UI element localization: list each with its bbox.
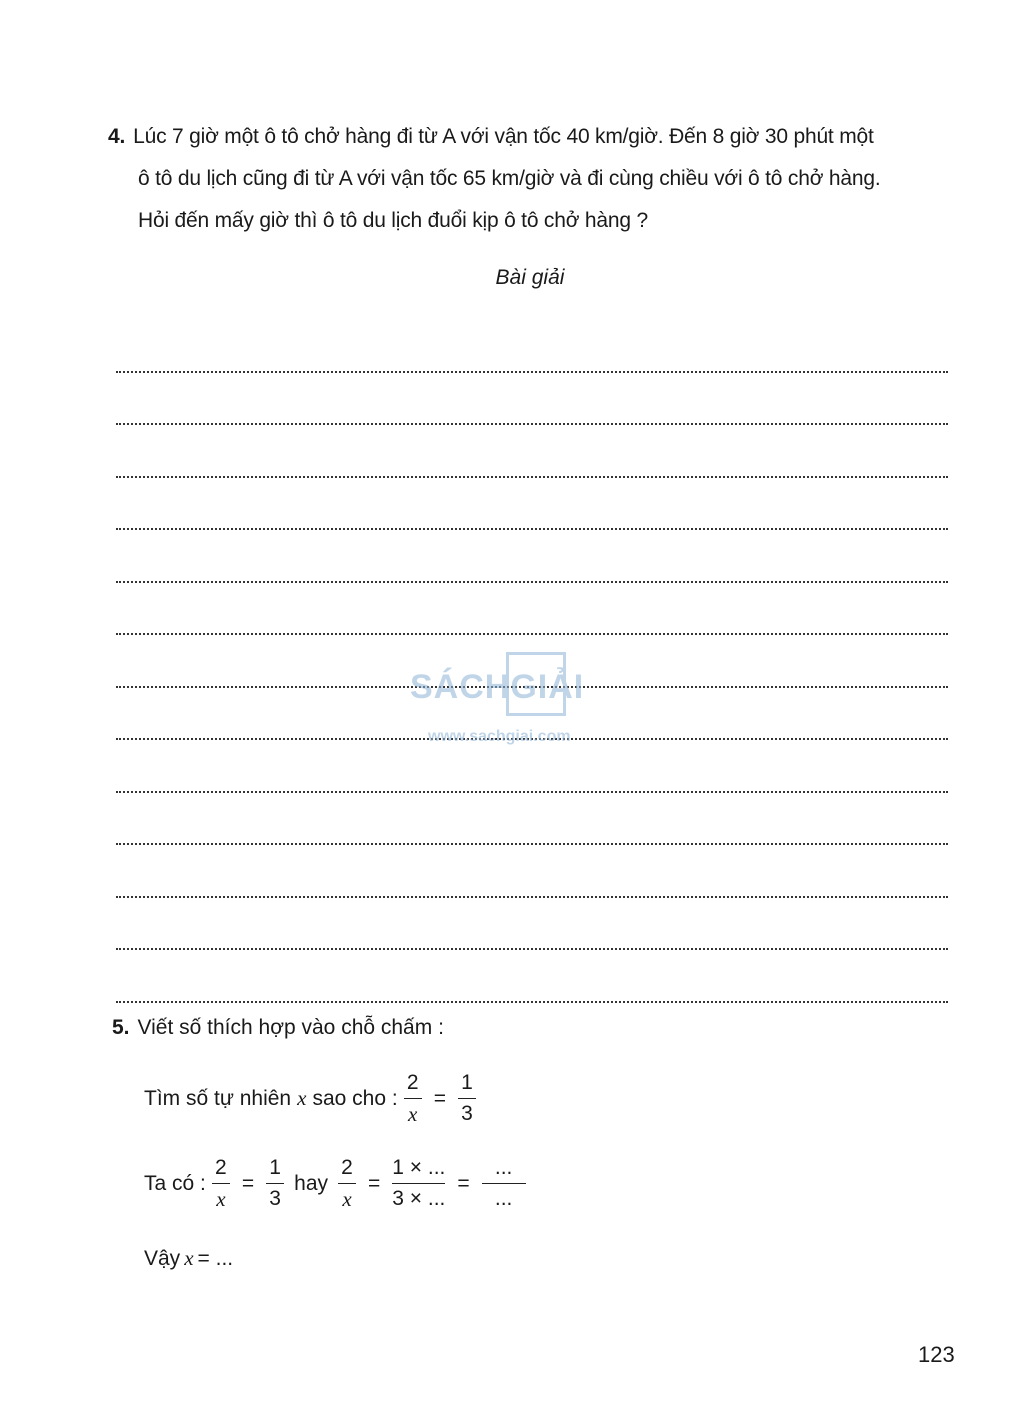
watermark-logo bbox=[410, 652, 620, 752]
var-x: x bbox=[297, 1086, 307, 1110]
answer-dotted-line[interactable] bbox=[116, 793, 948, 846]
conclusion-row bbox=[144, 1246, 233, 1271]
answer-dotted-line[interactable] bbox=[116, 478, 948, 531]
numerator: 1 bbox=[461, 1071, 473, 1094]
have-row bbox=[144, 1155, 532, 1212]
denominator: x bbox=[342, 1187, 352, 1211]
equals-sign: = bbox=[368, 1171, 381, 1195]
denominator: x bbox=[216, 1187, 226, 1211]
answer-dotted-line[interactable] bbox=[116, 950, 948, 1003]
find-x-row bbox=[144, 1070, 482, 1127]
numerator: 2 bbox=[215, 1156, 227, 1179]
numerator-blank: ... bbox=[494, 1156, 513, 1179]
problem-4-line-1: Lúc 7 giờ một ô tô chở hàng đi từ A với vận tốc 40 km/giờ. Đến 8 giờ 30 phút một bbox=[133, 125, 874, 148]
watermark-brand: SÁCHGIẢI bbox=[410, 668, 585, 706]
answer-dotted-line[interactable] bbox=[116, 845, 948, 898]
so-equation: = ... bbox=[197, 1246, 234, 1270]
equals-sign: = bbox=[457, 1171, 470, 1195]
problem-5-title bbox=[112, 1016, 444, 1040]
fraction-bar bbox=[338, 1183, 356, 1184]
denominator-blank: 3 × ... bbox=[392, 1187, 446, 1210]
fraction-bar bbox=[392, 1183, 445, 1184]
numerator: 1 bbox=[269, 1156, 281, 1179]
answer-dotted-line[interactable] bbox=[116, 530, 948, 583]
fraction-bar bbox=[212, 1183, 230, 1184]
denominator: 3 bbox=[461, 1102, 473, 1125]
fraction-2-over-x bbox=[338, 1155, 356, 1212]
page-number: 123 bbox=[918, 1342, 955, 1367]
fraction-2-over-x bbox=[404, 1070, 422, 1127]
so-prefix: Vậy bbox=[144, 1246, 181, 1270]
or-word: hay bbox=[294, 1171, 328, 1195]
equals-sign: = bbox=[241, 1171, 255, 1195]
fraction-1x-over-3x bbox=[392, 1155, 445, 1212]
equals-sign: = bbox=[433, 1086, 446, 1110]
problem-4-line-3: Hỏi đến mấy giờ thì ô tô du lịch đuổi kịp ô tô chở hàng ? bbox=[138, 209, 648, 232]
answer-dotted-line[interactable] bbox=[116, 373, 948, 426]
var-x: x bbox=[184, 1246, 194, 1270]
find-suffix: sao cho : bbox=[312, 1086, 398, 1110]
fraction-bar bbox=[404, 1098, 422, 1099]
fraction-2-over-x bbox=[212, 1155, 230, 1212]
problem-5-instruction: Viết số thích hợp vào chỗ chấm : bbox=[137, 1016, 444, 1039]
numerator: 2 bbox=[341, 1156, 353, 1179]
denominator: 3 bbox=[269, 1187, 281, 1210]
have-prefix: Ta có : bbox=[144, 1171, 206, 1195]
fraction-bar bbox=[458, 1098, 476, 1099]
problem-4-number: 4. bbox=[108, 125, 126, 148]
problem-4-line-2: ô tô du lịch cũng đi từ A với vận tốc 65 km/giờ và đi cùng chiều với ô tô chở hàng. bbox=[138, 167, 881, 190]
fraction-bar bbox=[482, 1183, 526, 1184]
answer-dotted-line[interactable] bbox=[116, 425, 948, 478]
numerator-blank: 1 × ... bbox=[392, 1156, 446, 1179]
fraction-bar bbox=[266, 1183, 284, 1184]
solution-heading: Bài giải bbox=[495, 266, 565, 289]
denominator-blank: ... bbox=[494, 1187, 513, 1210]
fraction-1-over-3 bbox=[458, 1070, 476, 1127]
answer-dotted-line[interactable] bbox=[116, 320, 948, 373]
fraction-blank bbox=[482, 1155, 526, 1212]
problem-4-text bbox=[108, 116, 958, 242]
problem-5-number: 5. bbox=[112, 1016, 130, 1039]
find-prefix: Tìm số tự nhiên bbox=[144, 1086, 292, 1110]
answer-dotted-line[interactable] bbox=[116, 583, 948, 636]
watermark-url: www.sachgiai.com bbox=[428, 728, 571, 745]
numerator: 2 bbox=[406, 1071, 419, 1094]
fraction-1-over-3 bbox=[266, 1155, 284, 1212]
answer-dotted-line[interactable] bbox=[116, 898, 948, 951]
denominator: x bbox=[408, 1102, 418, 1126]
